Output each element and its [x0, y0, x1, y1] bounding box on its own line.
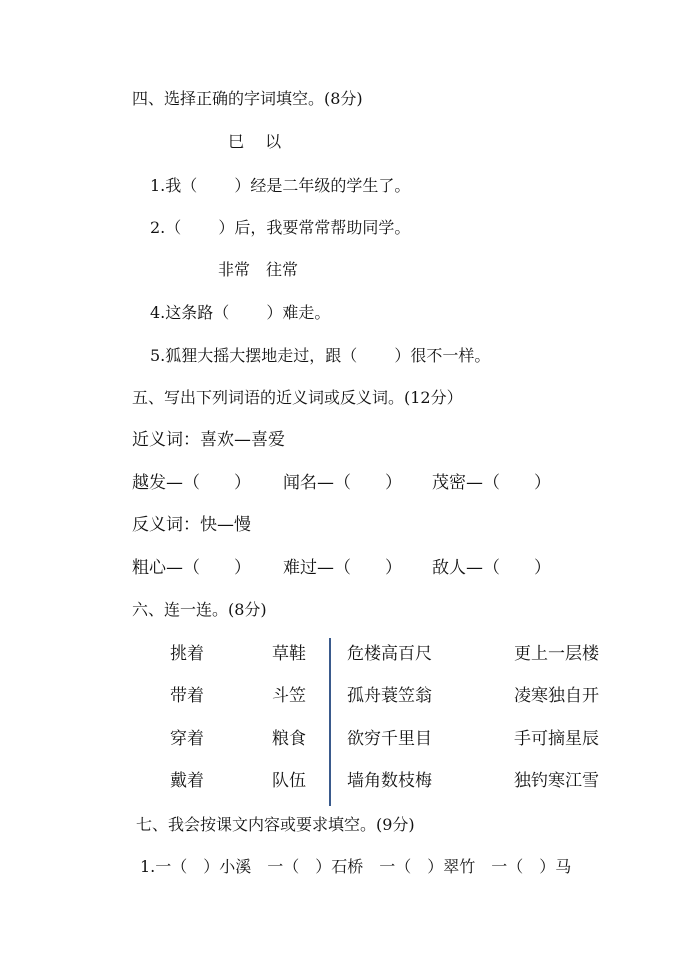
- poem-line-first: 孤舟蓑笠翁: [347, 686, 432, 706]
- section-4-title: 四、选择正确的字词填空。(8分): [132, 89, 363, 108]
- synonym-item: 茂密—（ ）: [432, 473, 551, 493]
- question-1: 1.一（ ）小溪 一（ ）石桥 一（ ）翠竹 一（ ）马: [140, 857, 572, 876]
- section-7-title: 七、我会按课文内容或要求填空。(9分): [136, 815, 415, 834]
- poem-line-second: 独钓寒江雪: [514, 771, 599, 791]
- noun-item: 队伍: [272, 771, 306, 791]
- poem-line-first: 危楼高百尺: [347, 644, 432, 664]
- word-choice-pair: 非常 往常: [218, 260, 299, 279]
- verb-item: 挑着: [170, 644, 204, 664]
- poem-line-second: 凌寒独自开: [514, 686, 599, 706]
- antonym-example: 反义词：快—慢: [132, 515, 251, 535]
- question-2: 2.（ ）后，我要常常帮助同学。: [150, 218, 411, 237]
- question-4: 4.这条路（ ）难走。: [150, 303, 331, 322]
- noun-item: 斗笠: [272, 686, 306, 706]
- antonym-item: 难过—（ ）: [283, 558, 402, 578]
- synonym-example: 近义词：喜欢—喜爱: [132, 430, 285, 450]
- column-divider: [329, 638, 331, 806]
- poem-line-first: 墙角数枝梅: [347, 771, 432, 791]
- poem-line-second: 更上一层楼: [514, 644, 599, 664]
- synonym-item: 越发—（ ）: [132, 473, 251, 493]
- section-5-title: 五、写出下列词语的近义词或反义词。(12分）: [132, 388, 463, 407]
- question-5: 5.狐狸大摇大摆地走过，跟（ ）很不一样。: [150, 346, 491, 365]
- noun-item: 粮食: [272, 729, 306, 749]
- verb-item: 戴着: [170, 771, 204, 791]
- synonym-item: 闻名—（ ）: [283, 473, 402, 493]
- char-choice-pair: 巳 以: [228, 132, 282, 151]
- antonym-item: 粗心—（ ）: [132, 558, 251, 578]
- antonym-item: 敌人—（ ）: [432, 558, 551, 578]
- poem-line-first: 欲穷千里目: [347, 729, 432, 749]
- noun-item: 草鞋: [272, 644, 306, 664]
- poem-line-second: 手可摘星辰: [514, 729, 599, 749]
- verb-item: 带着: [170, 686, 204, 706]
- verb-item: 穿着: [170, 729, 204, 749]
- section-6-title: 六、连一连。(8分): [132, 600, 267, 619]
- question-1: 1.我（ ）经是二年级的学生了。: [150, 176, 411, 195]
